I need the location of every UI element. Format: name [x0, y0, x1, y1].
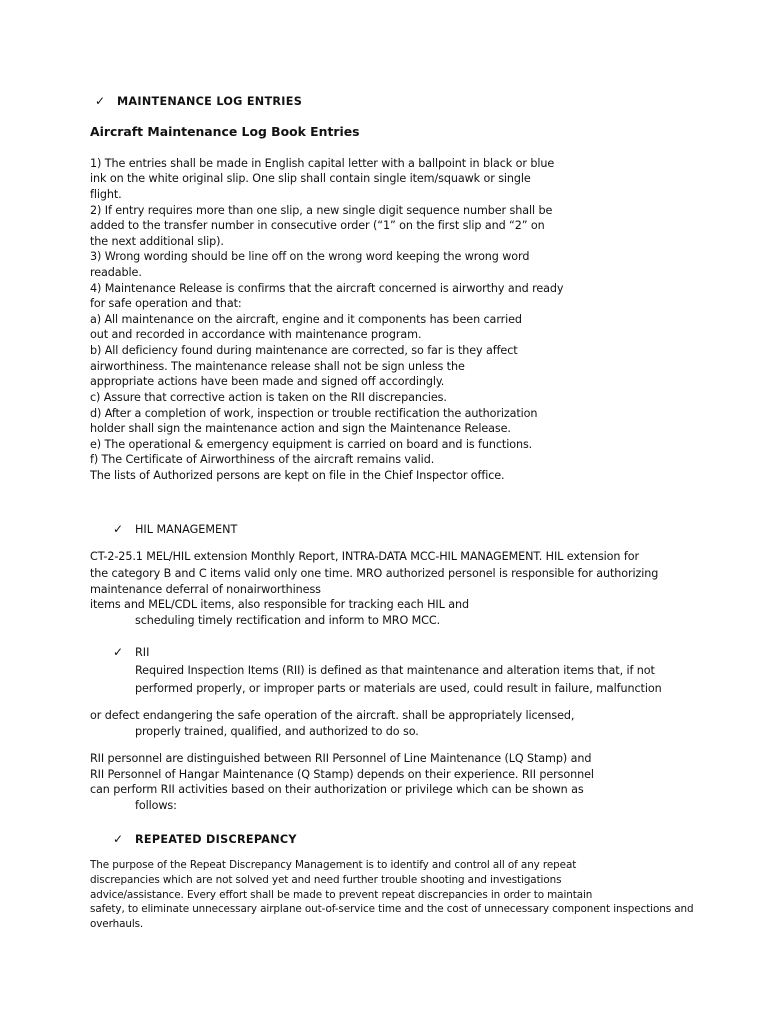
paragraph-line: c) Assure that corrective action is taken on the RII discrepancies.: [90, 391, 447, 404]
paragraph-line: e) The operational & emergency equipment is carried on board and is functions.: [90, 438, 533, 451]
paragraph-line: out and recorded in accordance with maintenance program.: [90, 328, 422, 341]
paragraph-line: safety, to eliminate unnecessary airplane out-of-service time and the cost of unnecessary component inspections and: [90, 903, 694, 915]
paragraph-line: scheduling timely rectification and inform to MRO MCC.: [135, 614, 441, 627]
paragraph-line: airworthiness. The maintenance release shall not be sign unless the: [90, 360, 465, 373]
paragraph-line: d) After a completion of work, inspection or trouble rectification the authorization: [90, 407, 538, 420]
paragraph-line: CT-2-25.1 MEL/HIL extension Monthly Report, INTRA-DATA MCC-HIL MANAGEMENT. HIL extension for: [90, 550, 639, 563]
paragraph-line: properly trained, qualified, and authorized to do so.: [135, 725, 419, 738]
paragraph-line: performed properly, or improper parts or materials are used, could result in failure, malfunction: [135, 682, 662, 695]
paragraph-line: flight.: [90, 188, 122, 201]
paragraph-line: b) All deficiency found during maintenance are corrected, so far is they affect: [90, 344, 518, 357]
paragraph-line: 2) If entry requires more than one slip, a new single digit sequence number shall be: [90, 204, 553, 217]
checkmark-icon: ✓: [113, 645, 124, 659]
paragraph-line: discrepancies which are not solved yet and need further trouble shooting and investigations: [90, 874, 562, 886]
paragraph-line: RII personnel are distinguished between RII Personnel of Line Maintenance (LQ Stamp) and: [90, 752, 592, 765]
paragraph-line: 1) The entries shall be made in English capital letter with a ballpoint in black or blue: [90, 157, 555, 170]
paragraph-line: added to the transfer number in consecutive order (“1” on the first slip and “2” on: [90, 219, 545, 232]
section-heading-rii: RII: [135, 646, 150, 659]
section-heading-repeated-discrepancy: REPEATED DISCREPANCY: [135, 833, 297, 846]
paragraph-line: The purpose of the Repeat Discrepancy Management is to identify and control all of any repeat: [90, 859, 577, 871]
paragraph-line: f) The Certificate of Airworthiness of the aircraft remains valid.: [90, 453, 435, 466]
paragraph-line: a) All maintenance on the aircraft, engine and it components has been carried: [90, 313, 522, 326]
paragraph-line: the next additional slip).: [90, 235, 224, 248]
paragraph-line: The lists of Authorized persons are kept on file in the Chief Inspector office.: [90, 469, 505, 482]
paragraph-line: ink on the white original slip. One slip shall contain single item/squawk or single: [90, 172, 531, 185]
checkmark-icon: ✓: [95, 94, 106, 108]
paragraph-line: items and MEL/CDL items, also responsible for tracking each HIL and: [90, 598, 469, 611]
paragraph-line: the category B and C items valid only one time. MRO authorized personel is responsible for authorizing: [90, 567, 659, 580]
paragraph-line: 3) Wrong wording should be line off on the wrong word keeping the wrong word: [90, 250, 530, 263]
paragraph-line: Required Inspection Items (RII) is defined as that maintenance and alteration items that, if not: [135, 664, 655, 677]
paragraph-line: appropriate actions have been made and signed off accordingly.: [90, 375, 445, 388]
section-heading-hil-management: HIL MANAGEMENT: [135, 523, 238, 536]
section-heading-maintenance-log: MAINTENANCE LOG ENTRIES: [117, 95, 303, 108]
section-subtitle: Aircraft Maintenance Log Book Entries: [90, 124, 360, 139]
paragraph-line: holder shall sign the maintenance action and sign the Maintenance Release.: [90, 422, 511, 435]
paragraph-line: overhauls.: [90, 918, 144, 930]
checkmark-icon: ✓: [113, 522, 124, 536]
paragraph-line: readable.: [90, 266, 142, 279]
paragraph-line: RII Personnel of Hangar Maintenance (Q Stamp) depends on their experience. RII personnel: [90, 768, 594, 781]
paragraph-line: follows:: [135, 799, 177, 812]
paragraph-line: maintenance deferral of nonairworthiness: [90, 583, 321, 596]
paragraph-line: can perform RII activities based on their authorization or privilege which can be shown as: [90, 783, 584, 796]
paragraph-line: 4) Maintenance Release is confirms that the aircraft concerned is airworthy and ready: [90, 282, 564, 295]
checkmark-icon: ✓: [113, 832, 124, 846]
paragraph-line: for safe operation and that:: [90, 297, 242, 310]
paragraph-line: or defect endangering the safe operation of the aircraft. shall be appropriately licensed,: [90, 709, 575, 722]
paragraph-line: advice/assistance. Every effort shall be made to prevent repeat discrepancies in order to maintain: [90, 889, 593, 901]
